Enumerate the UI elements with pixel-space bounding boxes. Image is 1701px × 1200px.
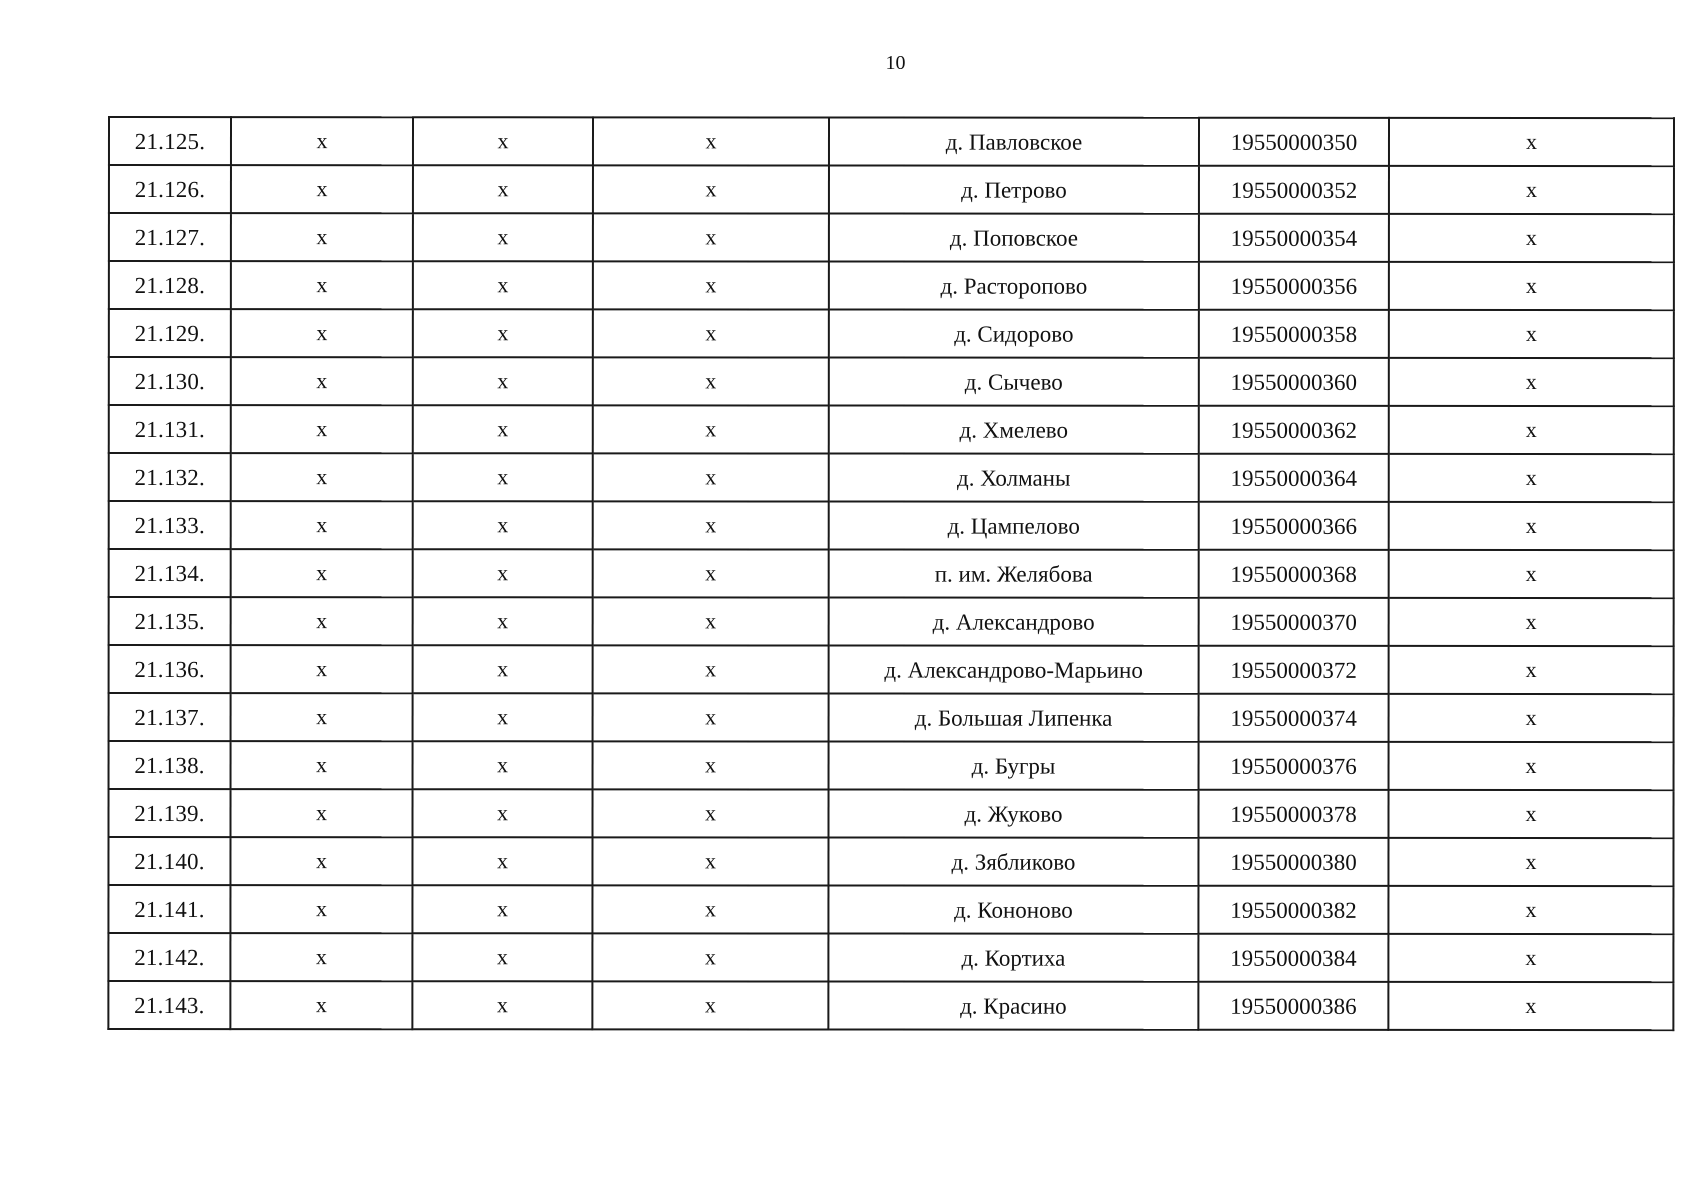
x-cell: x [593, 213, 829, 261]
x-cell: x [231, 453, 413, 501]
row-number-cell: 21.138. [109, 741, 231, 789]
x-cell: x [1389, 646, 1674, 694]
okato-code-cell: 19550000382 [1198, 886, 1388, 934]
table-row [109, 597, 1674, 646]
x-cell: x [593, 309, 829, 357]
table-row [108, 981, 1673, 1030]
row-number-cell: 21.143. [108, 981, 230, 1029]
table-body [108, 117, 1674, 1030]
settlement-name-cell: д. Кононово [828, 886, 1198, 934]
settlement-name-cell: д. Цампелово [829, 502, 1199, 550]
x-cell: x [413, 501, 593, 549]
table-row [109, 693, 1674, 742]
settlement-name-cell: д. Бугры [829, 742, 1199, 790]
x-cell: x [231, 117, 413, 165]
x-cell: x [593, 405, 829, 453]
okato-code-cell: 19550000372 [1199, 646, 1389, 694]
settlement-name-cell: д. Сидорово [829, 310, 1199, 358]
x-cell: x [593, 645, 829, 693]
x-cell: x [593, 261, 829, 309]
x-cell: x [592, 981, 828, 1029]
row-number-cell: 21.134. [109, 549, 231, 597]
okato-code-cell: 19550000352 [1199, 166, 1389, 214]
x-cell: x [592, 789, 828, 837]
row-number-cell: 21.140. [108, 837, 230, 885]
x-cell: x [593, 597, 829, 645]
x-cell: x [231, 645, 413, 693]
x-cell: x [413, 117, 593, 165]
x-cell: x [593, 453, 829, 501]
x-cell: x [1389, 742, 1674, 790]
x-cell: x [593, 549, 829, 597]
x-cell: x [1389, 118, 1674, 166]
x-cell: x [231, 213, 413, 261]
x-cell: x [592, 837, 828, 885]
okato-code-cell: 19550000360 [1199, 358, 1389, 406]
x-cell: x [231, 165, 413, 213]
settlement-name-cell: д. Расторопово [829, 262, 1199, 310]
row-number-cell: 21.130. [109, 357, 231, 405]
row-number-cell: 21.135. [109, 597, 231, 645]
table-row [109, 309, 1674, 358]
row-number-cell: 21.126. [109, 165, 231, 213]
x-cell: x [413, 693, 593, 741]
x-cell: x [413, 549, 593, 597]
okato-code-cell: 19550000354 [1199, 214, 1389, 262]
table-row [109, 645, 1674, 694]
row-number-cell: 21.131. [109, 405, 231, 453]
x-cell: x [1389, 262, 1674, 310]
x-cell: x [593, 693, 829, 741]
x-cell: x [412, 789, 592, 837]
x-cell: x [413, 357, 593, 405]
row-number-cell: 21.137. [109, 693, 231, 741]
x-cell: x [1388, 886, 1673, 934]
settlement-name-cell: д. Хмелево [829, 406, 1199, 454]
table-row [108, 789, 1673, 838]
okato-code-cell: 19550000364 [1199, 454, 1389, 502]
x-cell: x [593, 741, 829, 789]
table-row [108, 933, 1673, 982]
settlement-name-cell: д. Павловское [829, 118, 1199, 166]
x-cell: x [413, 645, 593, 693]
x-cell: x [230, 837, 412, 885]
settlements-table [107, 116, 1675, 1031]
x-cell: x [412, 885, 592, 933]
x-cell: x [231, 597, 413, 645]
x-cell: x [230, 789, 412, 837]
x-cell: x [231, 261, 413, 309]
table-row [109, 405, 1674, 454]
x-cell: x [1389, 310, 1674, 358]
x-cell: x [413, 741, 593, 789]
settlement-name-cell: д. Большая Липенка [829, 694, 1199, 742]
row-number-cell: 21.129. [109, 309, 231, 357]
x-cell: x [412, 981, 592, 1029]
x-cell: x [413, 309, 593, 357]
okato-code-cell: 19550000376 [1199, 742, 1389, 790]
x-cell: x [231, 405, 413, 453]
okato-code-cell: 19550000378 [1198, 790, 1388, 838]
x-cell: x [592, 933, 828, 981]
settlement-name-cell: д. Зябликово [828, 838, 1198, 886]
x-cell: x [231, 357, 413, 405]
table-row [109, 741, 1674, 790]
settlement-name-cell: д. Холманы [829, 454, 1199, 502]
x-cell: x [231, 741, 413, 789]
okato-code-cell: 19550000380 [1198, 838, 1388, 886]
row-number-cell: 21.139. [108, 789, 230, 837]
x-cell: x [413, 213, 593, 261]
x-cell: x [230, 885, 412, 933]
okato-code-cell: 19550000370 [1199, 598, 1389, 646]
x-cell: x [231, 309, 413, 357]
x-cell: x [231, 693, 413, 741]
x-cell: x [413, 597, 593, 645]
settlement-name-cell: д. Красино [828, 982, 1198, 1030]
settlement-name-cell: д. Жуково [828, 790, 1198, 838]
x-cell: x [231, 501, 413, 549]
x-cell: x [413, 405, 593, 453]
x-cell: x [1388, 982, 1673, 1030]
row-number-cell: 21.141. [108, 885, 230, 933]
settlement-name-cell: п. им. Желябова [829, 550, 1199, 598]
x-cell: x [231, 549, 413, 597]
table-row [109, 453, 1674, 502]
table-row [109, 117, 1674, 166]
x-cell: x [1389, 454, 1674, 502]
row-number-cell: 21.136. [109, 645, 231, 693]
x-cell: x [1389, 694, 1674, 742]
table-row [109, 357, 1674, 406]
x-cell: x [1389, 166, 1674, 214]
x-cell: x [1389, 358, 1674, 406]
table-row [109, 549, 1674, 598]
table-row [109, 261, 1674, 310]
x-cell: x [593, 165, 829, 213]
row-number-cell: 21.127. [109, 213, 231, 261]
x-cell: x [1389, 550, 1674, 598]
row-number-cell: 21.133. [109, 501, 231, 549]
settlement-name-cell: д. Александрово-Марьино [829, 646, 1199, 694]
x-cell: x [593, 117, 829, 165]
row-number-cell: 21.128. [109, 261, 231, 309]
x-cell: x [1389, 406, 1674, 454]
row-number-cell: 21.125. [109, 117, 231, 165]
x-cell: x [230, 933, 412, 981]
x-cell: x [412, 933, 592, 981]
table-row [109, 165, 1674, 214]
settlement-name-cell: д. Поповское [829, 214, 1199, 262]
okato-code-cell: 19550000366 [1199, 502, 1389, 550]
row-number-cell: 21.142. [108, 933, 230, 981]
table-row [108, 885, 1673, 934]
table-row [109, 213, 1674, 262]
settlement-name-cell: д. Сычево [829, 358, 1199, 406]
x-cell: x [413, 261, 593, 309]
okato-code-cell: 19550000358 [1199, 310, 1389, 358]
x-cell: x [230, 981, 412, 1029]
x-cell: x [592, 885, 828, 933]
page-number: 10 [885, 52, 906, 74]
okato-code-cell: 19550000384 [1198, 934, 1388, 982]
settlement-name-cell: д. Петрово [829, 166, 1199, 214]
x-cell: x [1389, 598, 1674, 646]
okato-code-cell: 19550000350 [1199, 118, 1389, 166]
x-cell: x [412, 837, 592, 885]
row-number-cell: 21.132. [109, 453, 231, 501]
x-cell: x [413, 453, 593, 501]
settlement-name-cell: д. Александрово [829, 598, 1199, 646]
x-cell: x [1388, 790, 1673, 838]
okato-code-cell: 19550000362 [1199, 406, 1389, 454]
x-cell: x [1389, 502, 1674, 550]
table-row [109, 501, 1674, 550]
table-row [108, 837, 1673, 886]
settlement-name-cell: д. Кортиха [828, 934, 1198, 982]
x-cell: x [1388, 838, 1673, 886]
okato-code-cell: 19550000356 [1199, 262, 1389, 310]
x-cell: x [413, 165, 593, 213]
x-cell: x [1389, 214, 1674, 262]
okato-code-cell: 19550000374 [1199, 694, 1389, 742]
okato-code-cell: 19550000368 [1199, 550, 1389, 598]
x-cell: x [593, 357, 829, 405]
x-cell: x [593, 501, 829, 549]
x-cell: x [1388, 934, 1673, 982]
okato-code-cell: 19550000386 [1198, 982, 1388, 1030]
